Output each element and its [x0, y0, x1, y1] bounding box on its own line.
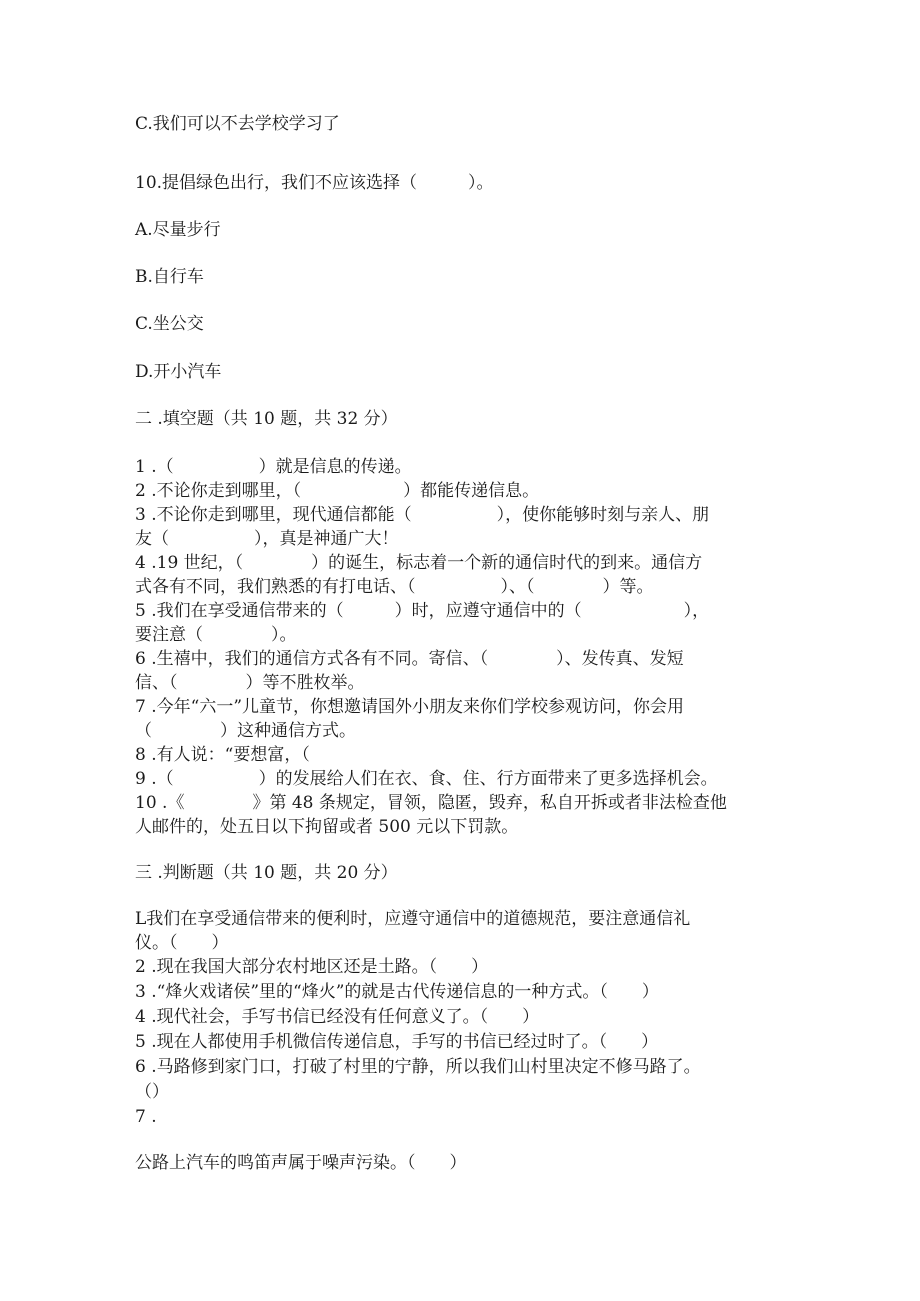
q10-option-b: B.自行车	[135, 267, 204, 287]
fill-line: 要注意（ ）。	[135, 625, 297, 645]
fill-line: 友（ ），真是神通广大！	[135, 529, 399, 549]
judge-line: 2 .现在我国大部分农村地区还是土路。（ ）	[135, 957, 489, 977]
q9-option-c: C.我们可以不去学校学习了	[135, 114, 340, 134]
judge-line: （）	[135, 1082, 169, 1102]
q10-option-a: A.尽量步行	[135, 220, 221, 240]
judge-line: 6 .马路修到家门口，打破了村里的宁静，所以我们山村里决定不修马路了。	[135, 1057, 701, 1077]
judge-q7-text: 公路上汽车的鸣笛声属于噪声污染。（ ）	[135, 1153, 467, 1173]
fill-line: 8 .有人说：“要想富，（	[135, 745, 310, 765]
fill-line: 3 .不论你走到哪里，现代通信都能（ ），使你能够时刻与亲人、朋	[135, 505, 710, 525]
fill-line: 2 .不论你走到哪里，（ ）都能传递信息。	[135, 481, 540, 501]
section3-heading: 三 .判断题（共 10 题，共 20 分）	[135, 863, 398, 883]
judge-line: 7 .	[135, 1107, 157, 1127]
q10-option-c: C.坐公交	[135, 314, 204, 334]
fill-line: 6 .生禧中，我们的通信方式各有不同。寄信、（ ）、发传真、发短	[135, 649, 684, 669]
fill-line: 1 .（ ）就是信息的传递。	[135, 457, 412, 477]
judge-line: 4 .现代社会，手写书信已经没有任何意义了。（ ）	[135, 1007, 540, 1027]
judge-line: 5 .现在人都使用手机微信传递信息，手写的书信已经过时了。（ ）	[135, 1032, 659, 1052]
q10-option-d: D.开小汽车	[135, 362, 222, 382]
judge-line: L我们在享受通信带来的便利时，应遵守通信中的道德规范，要注意通信礼	[135, 909, 691, 929]
fill-line: 4 .19 世纪，（ ）的诞生，标志着一个新的通信时代的到来。通信方	[135, 553, 703, 573]
judge-line: 3 .“烽火戏诸侯”里的“烽火”的就是古代传递信息的一种方式。（ ）	[135, 982, 659, 1002]
section2-heading: 二 .填空题（共 10 题，共 32 分）	[135, 409, 398, 429]
fill-line: 7 .今年“六一”儿童节，你想邀请国外小朋友来你们学校参观访问，你会用	[135, 697, 685, 717]
fill-line: 5 .我们在享受通信带来的（ ）时，应遵守通信中的（ ），	[135, 601, 710, 621]
judge-line: 仪。（ ）	[135, 933, 229, 953]
fill-line: 信、（ ）等不胜枚举。	[135, 673, 365, 693]
fill-line: 式各有不同，我们熟悉的有打电话、（ ）、（ ）等。	[135, 577, 654, 597]
fill-line: 人邮件的，处五日以下拘留或者 500 元以下罚款。	[135, 817, 519, 837]
fill-line: 10 .《 》第 48 条规定，冒领，隐匿，毁弃，私自开拆或者非法检查他	[135, 793, 727, 813]
q10-stem: 10.提倡绿色出行，我们不应该选择（ ）。	[135, 173, 494, 193]
fill-line: （ ）这种通信方式。	[135, 721, 356, 741]
fill-line: 9 .（ ）的发展给人们在衣、食、住、行方面带来了更多选择机会。	[135, 769, 718, 789]
